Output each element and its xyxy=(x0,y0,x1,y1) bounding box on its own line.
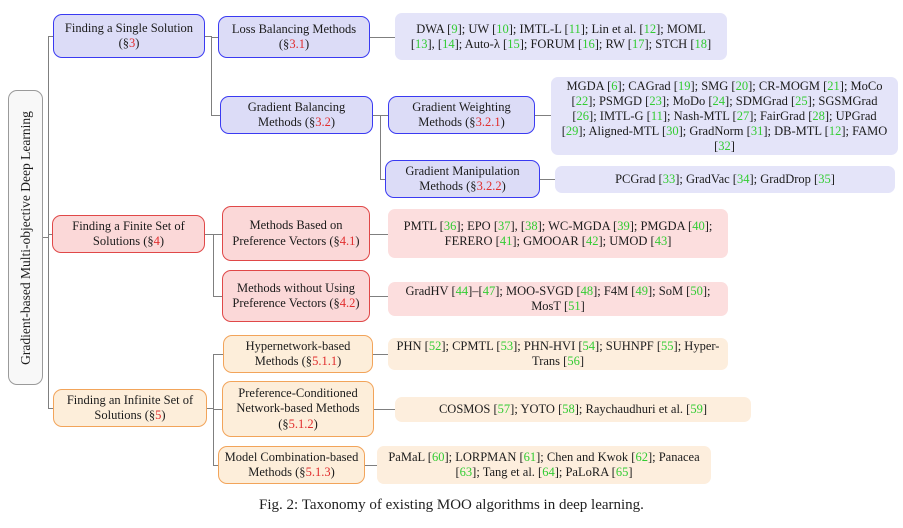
node-gradient-weighting xyxy=(388,96,535,134)
connector xyxy=(370,234,388,235)
citation-list: PHN [52]; CPMTL [53]; PHN-HVI [54]; SUHNPF [55]; Hyper-Trans [56] xyxy=(396,339,720,368)
node-finding-infinite-set xyxy=(53,389,207,427)
node-label: Gradient Weighting Methods (§3.2.1) xyxy=(412,99,511,129)
leaf-without-preference-vectors-citations xyxy=(388,282,728,316)
node-model-combination xyxy=(218,446,365,484)
leaf-loss-balancing-citations xyxy=(395,13,727,60)
connector xyxy=(213,409,222,410)
citation-list: PMTL [36]; EPO [37], [38]; WC-MGDA [39]; PMGDA [40]; FERERO [41]; GMOOAR [42]; UMOD [43] xyxy=(403,218,713,248)
leaf-hypernetwork-citations xyxy=(388,338,728,370)
root-node-label: Gradient-based Multi-objective Deep Learning xyxy=(17,110,33,365)
node-label: Model Combination-based Methods (§5.1.3) xyxy=(224,449,359,479)
node-methods-preference-vectors xyxy=(222,206,370,261)
node-label: Gradient Balancing Methods (§3.2) xyxy=(247,99,346,129)
node-finding-single-solution xyxy=(53,14,205,58)
connector xyxy=(380,115,381,179)
connector xyxy=(48,36,49,408)
leaf-preference-conditioned-citations xyxy=(395,397,751,422)
node-label: Hypernetwork-based Methods (§5.1.1) xyxy=(245,338,351,368)
citation-list: DWA [9]; UW [10]; IMTL-L [11]; Lin et al. [12]; MOML [13], [14]; Auto-λ [15]; FORUM [16]; RW [17]; STCH [18] xyxy=(410,21,712,51)
leaf-model-combination-citations xyxy=(377,446,711,484)
connector xyxy=(535,115,551,116)
connector xyxy=(213,354,223,355)
node-label: Finding a Finite Set of Solutions (§4) xyxy=(72,218,185,248)
node-label: Finding an Infinite Set of Solutions (§5) xyxy=(66,392,194,422)
connector xyxy=(365,465,377,466)
citation-list: GradHV [44]–[47]; MOO-SVGD [48]; F4M [49]; SoM [50]; MosT [51] xyxy=(405,284,711,313)
node-gradient-balancing xyxy=(220,96,373,134)
citation-list: PaMaL [60]; LORPMAN [61]; Chen and Kwok [62]; Panacea [63]; Tang et al. [64]; PaLoRA [65] xyxy=(388,450,700,479)
connector xyxy=(213,234,214,296)
connector xyxy=(370,296,388,297)
node-label: Finding a Single Solution (§3) xyxy=(64,20,194,50)
root-node xyxy=(8,90,43,385)
node-methods-without-preference-vectors xyxy=(222,270,370,322)
node-label: Methods without Using Preference Vectors (§4.2) xyxy=(232,280,360,310)
citation-list: COSMOS [57]; YOTO [58]; Raychaudhuri et al. [59] xyxy=(438,402,708,416)
connector xyxy=(211,37,218,38)
figure-caption: Fig. 2: Taxonomy of existing MOO algorithms in deep learning. xyxy=(259,497,644,513)
node-label: Preference-Conditioned Network-based Methods (§5.1.2) xyxy=(236,386,360,431)
node-label: Gradient Manipulation Methods (§3.2.2) xyxy=(405,163,520,193)
citation-list: PCGrad [33]; GradVac [34]; GradDrop [35] xyxy=(615,172,835,186)
connector xyxy=(370,37,395,38)
connector xyxy=(213,234,222,235)
connector xyxy=(205,234,213,235)
node-label: Methods Based on Preference Vectors (§4.1) xyxy=(232,218,360,248)
node-finding-finite-set xyxy=(52,215,205,253)
connector xyxy=(213,296,222,297)
connector xyxy=(211,115,220,116)
citation-list: MGDA [6]; CAGrad [19]; SMG [20]; CR-MOGM [21]; MoCo [22]; PSMGD [23]; MoDo [24]; SDMGrad [25]; SGSMGrad [26]; IMTL-G [11]; Nash-MTL [27]; FairGrad [28]; UPGrad [29]; Aligned-MTL [30]; GradNorm [31]; DB-MTL [12]; FAMO [32] xyxy=(561,78,888,153)
leaf-gradient-weighting-citations xyxy=(551,77,898,155)
leaf-gradient-manipulation-citations xyxy=(555,166,895,193)
connector xyxy=(211,36,212,115)
node-preference-conditioned xyxy=(222,381,374,437)
connector xyxy=(374,409,395,410)
node-gradient-manipulation xyxy=(385,160,540,198)
leaf-preference-vectors-citations xyxy=(388,209,728,258)
connector xyxy=(380,115,388,116)
connector xyxy=(540,179,555,180)
connector xyxy=(373,354,388,355)
node-hypernetwork-based xyxy=(223,335,373,373)
connector xyxy=(373,115,380,116)
node-label: Loss Balancing Methods (§3.1) xyxy=(231,21,357,51)
node-loss-balancing xyxy=(218,16,370,58)
